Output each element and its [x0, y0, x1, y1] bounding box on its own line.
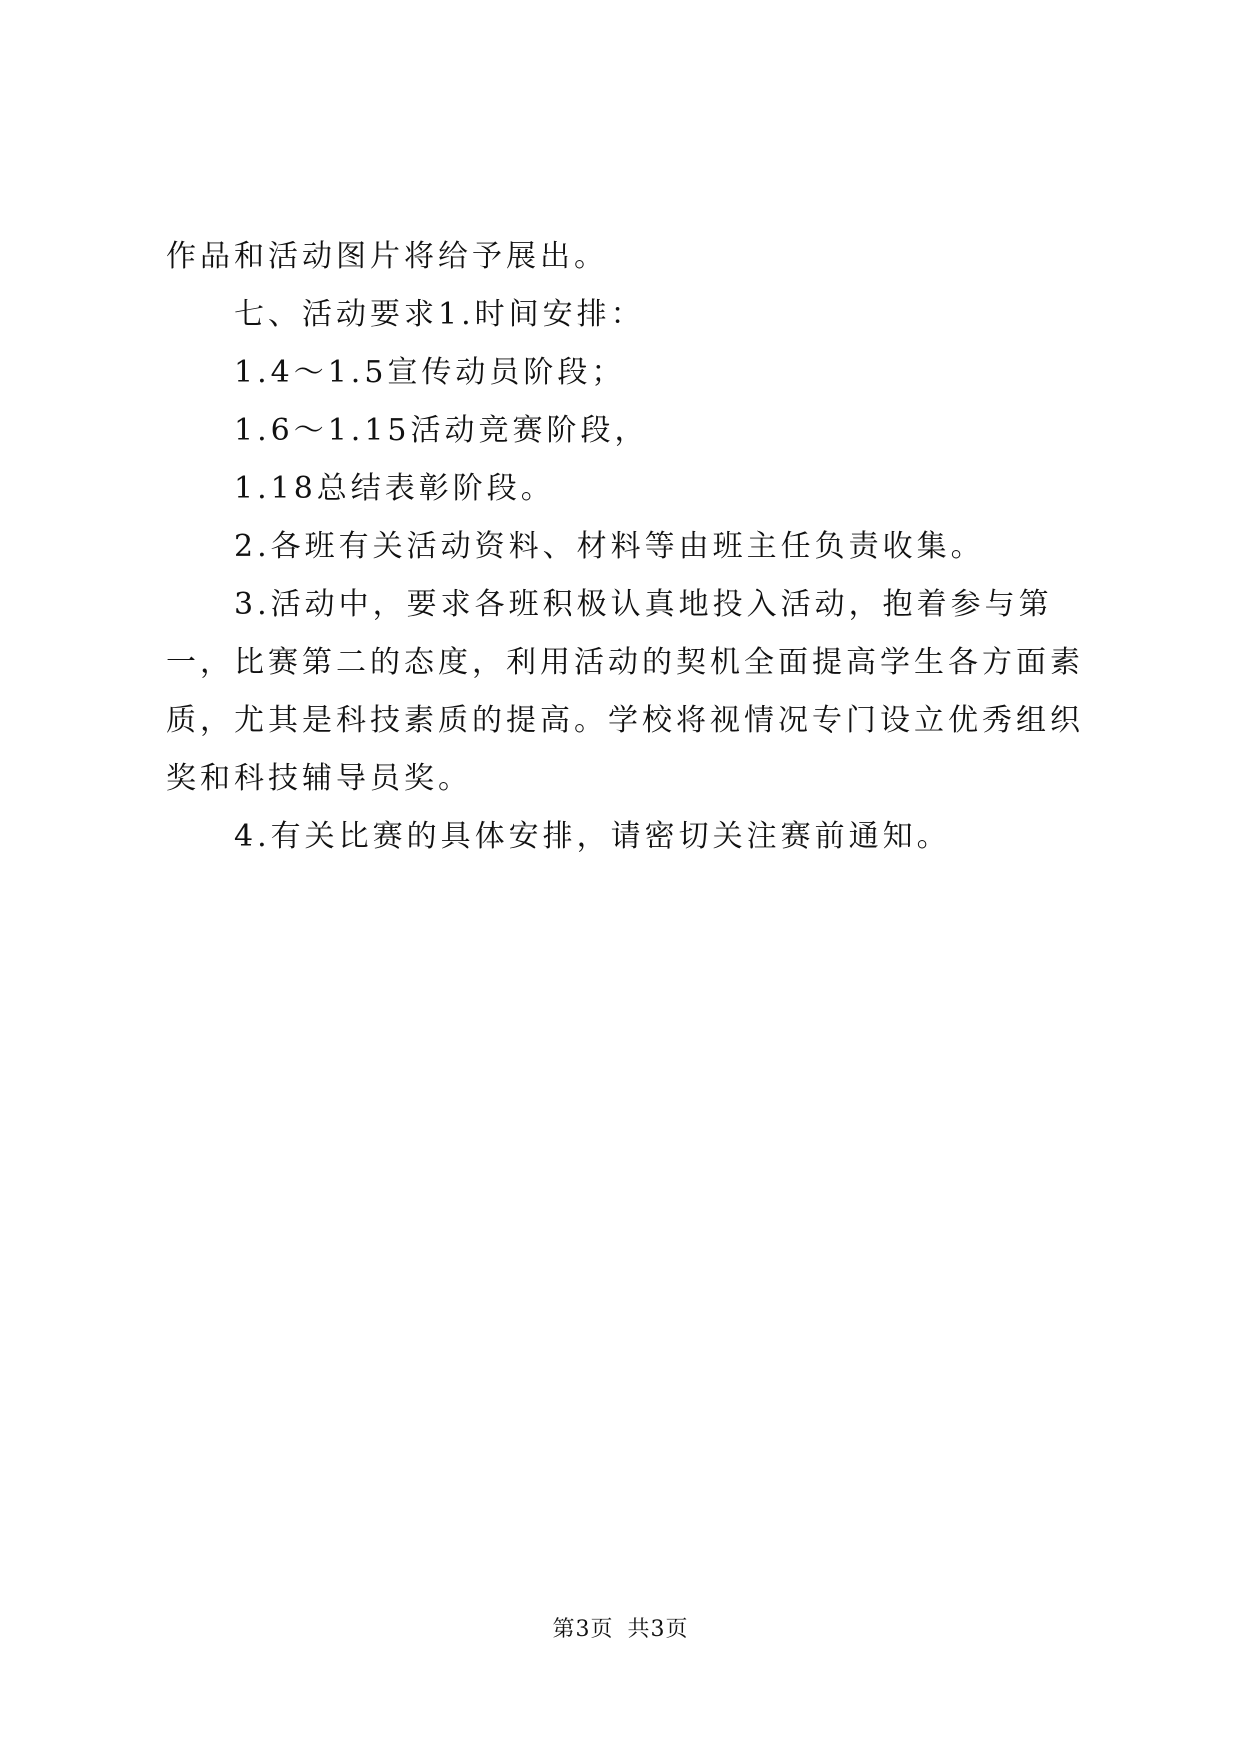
paragraph-schedule-publicity: 1.4～1.5宣传动员阶段； [234, 355, 626, 390]
paragraph-exhibition: 作品和活动图片将给予展出。 [166, 239, 608, 274]
page-total: 共3页 [627, 1617, 689, 1642]
paragraph-notice: 4.有关比赛的具体安排，请密切关注赛前通知。 [234, 819, 951, 854]
page-footer [0, 1612, 1241, 1643]
paragraph-schedule-summary: 1.18总结表彰阶段。 [234, 471, 555, 506]
paragraph-materials: 2.各班有关活动资料、材料等由班主任负责收集。 [234, 529, 985, 564]
paragraph-section-seven-heading: 七、活动要求1.时间安排： [234, 297, 645, 332]
paragraph-participation: 3.活动中，要求各班积极认真地投入活动，抱着参与第一，比赛第二的态度，利用活动的契机全面提高学生各方面素质，尤其是科技素质的提高。学校将视情况专门设立优秀组织奖和科技辅导员奖。 [166, 587, 1084, 796]
paragraph-schedule-competition: 1.6～1.15活动竞赛阶段， [234, 413, 649, 448]
page-number: 第3页 [552, 1617, 614, 1642]
document-body [166, 228, 1086, 866]
